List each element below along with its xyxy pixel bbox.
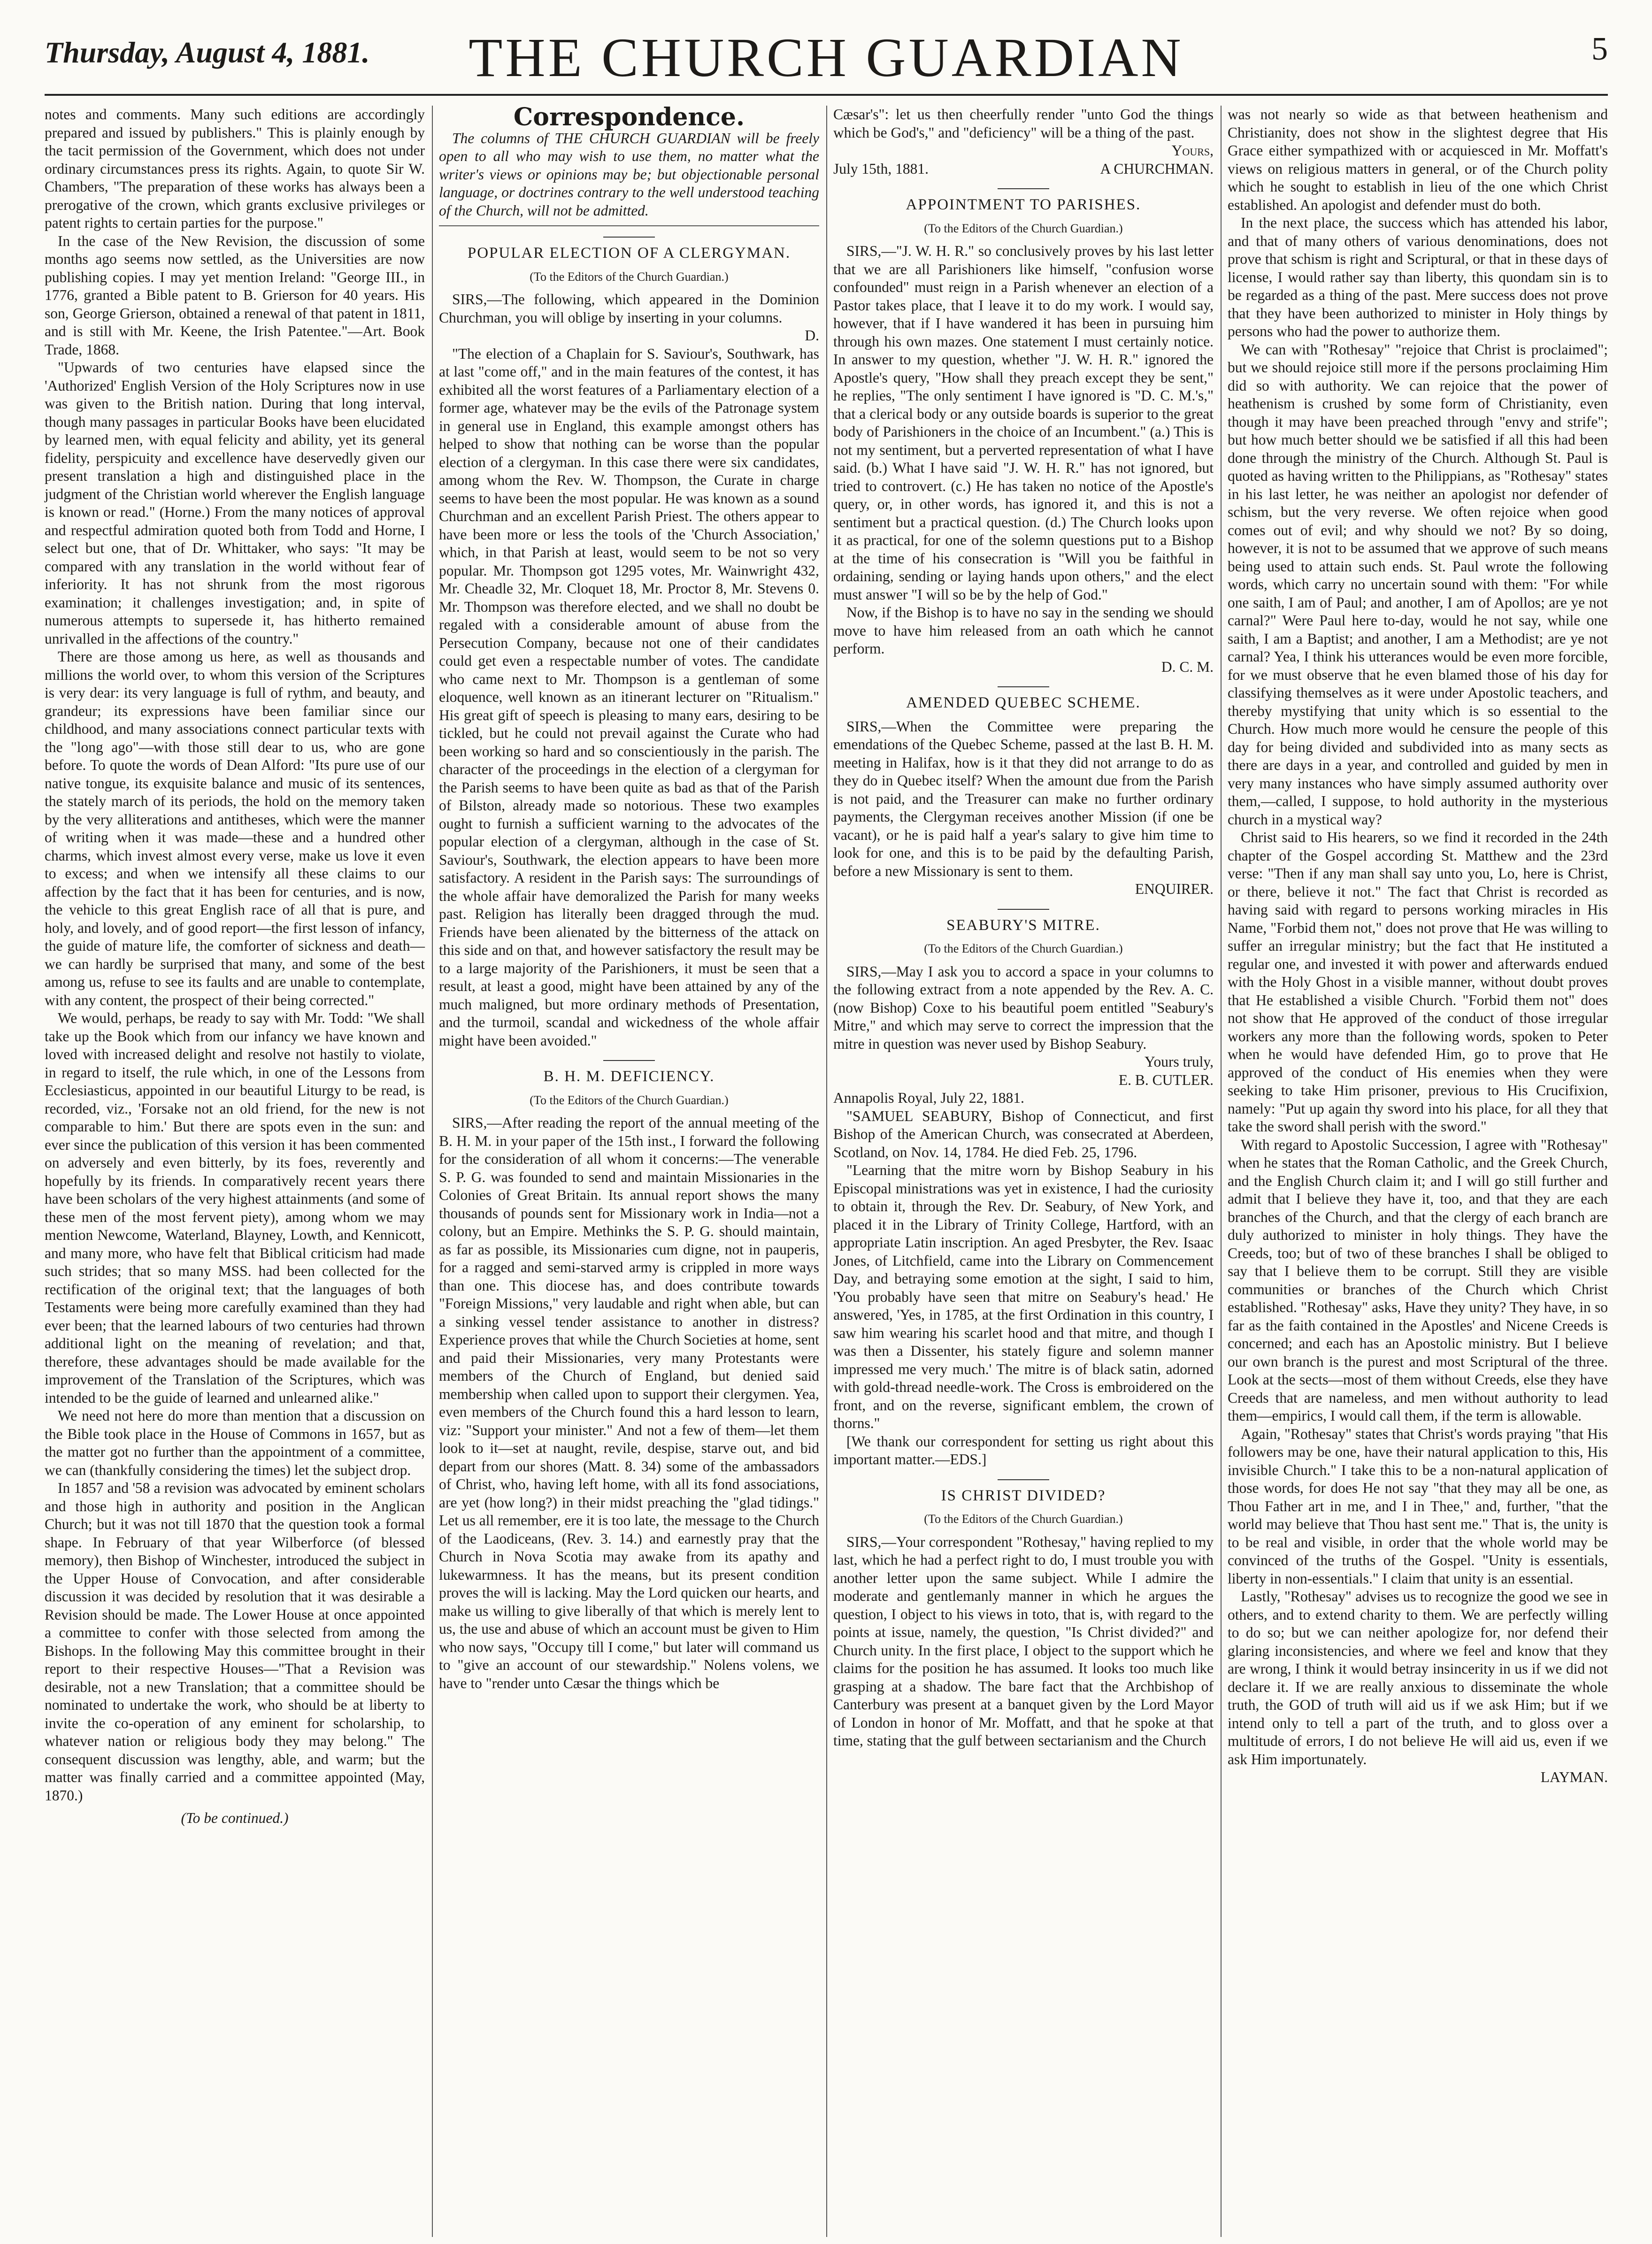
paragraph: "Learning that the mitre worn by Bishop Seabury in his Episcopal ministrations was yet in existence, I had the curiosity to obtain it, through the Rev. Dr. Seabury, of New York, and placed it in the Library of Trinity College, Hartford, with an appropriate Latin inscription. An aged Presbyter, the Rev. Isaac Jones, of Litchfield, came into the Library on Commencement Day, and betraying some emotion at the sight, I said to him, 'You probably have seen that mitre on Seabury's head.' He answered, 'Yes, in 1785, at the first Ordination in this country, I saw him wearing his scarlet hood and that mitre, and though I was then a Dissenter, his stately figure and solemn manner impressed me very much.' The mitre is of black satin, adorned with gold-thread needle-work. The Cross is embroidered on the front, and on the reverse, significant emblem, the crown of thorns." xyxy=(833,1162,1214,1431)
editor-note: (To the Editors of the Church Guardian.) xyxy=(924,221,1123,235)
paragraph: "SAMUEL SEABURY, Bishop of Connecticut, and first Bishop of the American Church, was consecrated at Aberdeen, Scotland, on Nov. 14, 1784. He died Feb. 25, 1796. xyxy=(833,1107,1214,1160)
paragraph: SIRS,—"J. W. H. R." so conclusively proves by his last letter that we are all Parishioners like himself, "confusion worse confounded" must reign in a Parish whenever an election of a Pastor takes place, that I leave it to do my work. I would say, however, that if I have wandered it has been in pursuing him through his own mazes. One statement I must certainly notice. In answer to my question, whether "J. W. H. R." ignored the Apostle's query, "How shall they preach except they be sent," he replies, "The only sentiment I have ignored is "D. C. M.'s," that a clerical body or any outside boards is superior to the great body of Parishioners in the choice of an Incumbent." (a.) This is not my sentiment, but a perverted representation of what I have said. (b.) What I have said "J. W. H. R." has not ignored, but tried to controvert. (c.) He has taken no notice of the Apostle's query, or, in other words, has ignored it, and this is not a sentiment but a practical question. (d.) The Church looks upon it as practical, for one of the solemn questions put to a Bishop at the time of his consecration is "Will you be faithful in ordaining, sending or laying hands upon others," and the elect must answer "I will so be by the help of God." xyxy=(833,243,1214,603)
article-heading: SEABURY'S MITRE. xyxy=(833,909,1214,935)
paragraph: We can with "Rothesay" "rejoice that Christ is proclaimed"; but we should rejoice still more if the persons proclaiming Him did so with authority. We can rejoice that the power of heathenism is crushed by some form of Christianity, even though it may have been preached through "envy and strife"; but how much better should we be satisfied if all this had been done through the ministry of the Church. Although St. Paul is quoted as having written to the Philippians, as "Rothesay" states in his last letter, he was neither an apologist nor defender of schism, but the very reverse. We often rejoice when good comes out of evil; and why should we not? By so doing, however, it is not to be assumed that we approve of such means being used to attain such ends. St. Paul wrote the following words, which carry no uncertain sound with them: "For while one saith, I am of Paul; and another, I am of Apollos; are ye not carnal?" Were Paul here to-day, would he not say, while one saith, I am a Baptist; and another, I am a Methodist; are ye not carnal? Yea, I think his utterances would be even more forcible, for we must observe that he even blamed those of his day for classifying themselves as it were under Apostolic teachers, and thereby mystifying that unity which is so essential to the Church. How much more would he censure the people of this day for being divided and subdivided into as many sects as there are days in a year, and controlled and guided by men in very many instances who have simply assumed authority over them,—called, I suppose, to hold authority in the mysterious church in a mystical way? xyxy=(1228,341,1608,828)
paragraph: We need not here do more than mention that a discussion on the Bible took place in the House of Commons in 1657, but as the matter got no further than the appointment of a committee, we can (thankfully considering the times) let the subject drop. xyxy=(45,1407,425,1478)
column-divider xyxy=(826,106,827,2237)
paragraph: Cæsar's": let us then cheerfully render "unto God the things which be God's," and "deficiency" will be a thing of the past. xyxy=(833,106,1214,141)
column-4 xyxy=(1228,106,1608,1787)
paragraph: SIRS,—May I ask you to accord a space in your columns to the following extract from a note appended by the Rev. A. C. (now Bishop) Coxe to his beautiful poem entitled "Seabury's Mitre," and which may serve to correct the impression that the mitre in question was never used by Bishop Seabury. xyxy=(833,963,1214,1052)
paragraph: With regard to Apostolic Succession, I agree with "Rothesay" when he states that the Roman Catholic, and the Greek Church, and the English Church claim it; and I will go still further and admit that I believe they have it, too, and that they are each branches of the Church, and that the clergy of each branch are duly authorized to minister in holy things. They have the Creeds, too; but of two of these branches I shall be obliged to say that I believe them to be corrupt. Still they are visible communities or branches of the Church which Christ established. "Rothesay" asks, Have they unity? They have, in so far as the faith contained in the Apostles' and Nicene Creeds is concerned; and each has an Apostolic ministry. But I believe our own branch is the purest and most Scriptural of the three. Look at the sects—most of them without Creeds, else they have Creeds that are nameless, and men without authority to lead them—empirics, I would call them, if the term is allowable. xyxy=(1228,1136,1608,1424)
paragraph: SIRS,—Your correspondent "Rothesay," having replied to my last, which he had a perfect right to do, I must trouble you with another letter upon the same subject. While I admire the moderate and gentlemanly manner in which he argues the question, I object to his views in toto, that is, with regard to the points at issue, namely, the question, "Is Christ divided?" and Church unity. In the first place, I object to the support which he claims for the position he has assumed. It looks too much like grasping at a shadow. The bare fact that the Archbishop of Canterbury was present at a banquet given by the Lord Mayor of London in honor of Mr. Moffatt, and that he spoke at that time, stating that the gulf between sectarianism and the Church xyxy=(833,1533,1214,1749)
article-heading: POPULAR ELECTION OF A CLERGYMAN. xyxy=(439,237,819,262)
editor-note: (To the Editors of the Church Guardian.) xyxy=(924,1512,1123,1526)
signature: LAYMAN. xyxy=(1540,1769,1608,1785)
continued-note: (To be continued.) xyxy=(181,1810,289,1826)
column-divider xyxy=(1221,106,1222,2237)
editor-note: (To the Editors of the Church Guardian.) xyxy=(924,942,1123,955)
paragraph: [We thank our correspondent for setting us right about this important matter.—EDS.] xyxy=(833,1433,1214,1468)
article-heading: AMENDED QUEBEC SCHEME. xyxy=(833,686,1214,712)
article-heading: APPOINTMENT TO PARISHES. xyxy=(833,188,1214,214)
paragraph: SIRS,—When the Committee were preparing the emendations of the Quebec Scheme, passed at the last B. H. M. meeting in Halifax, how is it that they did not arrange to do as they do in Quebec itself? When the amount due from the Parish is not paid, and the Treasurer can make no further ordinary payments, the Clergyman receives another Mission (if one be vacant), or he is paid half a year's salary to give him time to look for one, and this is to be paid by the defaulting Parish, before a new Missionary is sent to them. xyxy=(833,718,1214,879)
newspaper-title: THE CHURCH GUARDIAN xyxy=(469,27,1184,88)
paragraph: "The election of a Chaplain for S. Saviour's, Southwark, has at last "come off," and in the main features of the contest, it has exhibited all the worst features of a Parliamentary election of a former age, whatever may be the evils of the Patronage system in general use in England, this example amongst others has helped to show that nothing can be worse than the popular election of a clergyman. In this case there were six candidates, among whom the Rev. W. Thompson, the Curate in charge seems to have been the most popular. He was known as a sound Churchman and an excellent Parish Priest. The others appear to have been more or less the tools of the 'Church Association,' which, in that Parish at least, would seem to be not so very popular. Mr. Thompson got 1295 votes, Mr. Wainwright 432, Mr. Cheadle 32, Mr. Cloquet 18, Mr. Proctor 8, Mr. Stevens 0. Mr. Thompson was therefore elected, and we shall no doubt be regaled with a considerable amount of abuse from the Persecution Company, because not one of their candidates could get even a respectable number of votes. The candidate who came next to Mr. Thompson is a gentleman of some eloquence, well known as an itinerant lecturer on "Ritualism." His great gift of speech is pleasing to many ears, desiring to be tickled, but he could not prevail against the Curate who had been working so hard and so conscientiously in the parish. The character of the proceedings in the election of a clergyman for the Parish seems to have been quite as bad as that of the Parish of Bilston, already made so notorious. These two examples ought to furnish a sufficient warning to the advocates of the popular election of a clergyman, although in the case of St. Saviour's, Southwark, the election appears to have been more satisfactory. A resident in the Parish says: The surroundings of the whole affair have demoralized the Parish for many weeks past. Religion has literally been dragged through the mud. Friends have been alienated by the bitterness of the attack on this side and on that, and however satisfactory the result may be to a large majority of the Parishioners, it must be seen that a result, at least a good, might have been attained by any of the much maligned, but more ordinary methods of Presentation, and the turmoil, scandal and wickedness of the whole affair might have been avoided." xyxy=(439,345,819,1049)
letter-date: July 15th, 1881. xyxy=(833,160,929,177)
paragraph: "Upwards of two centuries have elapsed since the 'Authorized' English Version of the Holy Scriptures now in use was given to the British nation. During that long interval, though many passages in particular Books have been elucidated by learned men, with equal felicity and ability, yet its general fidelity, perspicuity and excellence have deservedly given our present translation a high and distinguished place in the judgment of the Christian world wherever the English language is known or read." (Horne.) From the many notices of approval and respectful admiration quoted both from Todd and Horne, I select but one, that of Dr. Whittaker, who says: "It may be compared with any translation in the world without fear of inferiority. It has not shrunk from the most rigorous examination; it challenges investigation; and, in spite of numerous attempts to supersede it, has hitherto remained unrivalled in the affections of the country." xyxy=(45,359,425,647)
article-heading: B. H. M. DEFICIENCY. xyxy=(439,1060,819,1086)
signature: Yours truly, xyxy=(1144,1053,1214,1070)
signature-line xyxy=(833,160,1214,178)
paragraph: SIRS,—The following, which appeared in the Dominion Churchman, you will oblige by inserting in your columns. xyxy=(439,291,819,326)
paragraph: SIRS,—After reading the report of the annual meeting of the B. H. M. in your paper of the 15th inst., I forward the following for the consideration of all whom it concerns:—The venerable S. P. G. was founded to send and maintain Missionaries in the Colonies of Great Britain. Its annual report shows the many thousands of pounds sent for Missionary work in India—not a colony, but an Empire. Methinks the S. P. G. should maintain, as far as possible, its Missionaries cum digne, not in pauperis, for a ragged and semi-starved army is crippled in more ways than one. This diocese has, and does contribute towards "Foreign Missions," very laudable and right when able, but can a sinking vessel tender assistance to another in distress? Experience proves that while the Church Societies at home, sent and paid their Missionaries, very many Protestants were members of the Church of England, but denied said membership when called upon to support their clergymen. Yea, even members of the Church found this a hard lesson to learn, viz: "Support your minister." And not a few of them—let them look to it—set at naught, revile, despise, starve out, and bid depart from our shores (Matt. 8. 34) some of the ambassadors of Christ, who, having left home, with all its fond associations, are yet (how long?) in their midst preaching the "glad tidings." Let us all remember, ere it is too late, the message to the Church of the Laodiceans, (Rev. 3. 14.) and earnestly pray that the Church in Nova Scotia may awake from its apathy and lukewarmness. It has the means, but its present condition proves the will is lacking. May the Lord quicken our hearts, and make us willing to give liberally of that which is merely lent to us, the use and abuse of which an account must be given to Him who now says, "Occupy till I come," but later will command us to "give an account of our stewardship." Nolens volens, we have to "render unto Cæsar the things which be xyxy=(439,1114,820,1691)
editorial-notice: The columns of THE CHURCH GUARDIAN will be freely open to all who may wish to use them, no matter what the writer's views or opinions may be; but objectionable personal language, or doctrines contrary to the well understood teaching of the Church, will not be admitted. xyxy=(439,130,819,227)
column-1 xyxy=(45,106,425,1828)
paragraph: Now, if the Bishop is to have no say in the sending we should move to have him released from an oath which he cannot perform. xyxy=(833,604,1214,657)
letter-date: Annapolis Royal, July 22, 1881. xyxy=(833,1090,1024,1106)
paragraph: In the case of the New Revision, the discussion of some months ago seems now settled, as the Universities are now publishing copies. I may yet mention Ireland: "George III., in 1776, granted a Bible patent to B. Grierson for 40 years. His son, George Grierson, obtained a renewal of that patent in 1811, and is still with Mr. Keene, the Irish Patentee."—Art. Book Trade, 1868. xyxy=(45,232,425,358)
paragraph: There are those among us here, as well as thousands and millions the world over, to whom this version of the Scriptures is very dear: its very language is full of rythm, and beauty, and grandeur; its expressions have been familiar since our childhood, and many associations connect particular texts with the "long ago"—with those still dear to us, who are gone before. To quote the words of Dean Alford: "Its pure use of our native tongue, its exquisite balance and music of its sentences, the stately march of its periods, the hold on the memory taken by the very alliterations and antitheses, which were the manner of writing when it was made—these and a hundred other charms, which invest almost every verse, make us love it even to excess; and when we intensify all these claims to our affection by the fact that it has been for centuries, and is now, the vehicle to this great English race of all that is pure, and holy, and lovely, and of good report—the first lesson of infancy, the guide of mature life, the comforter of sickness and death—we can hardly be surprised that many, and some of the best among us, refuse to see its faults and are unable to contemplate, with any content, the prospect of their being corrected." xyxy=(45,648,425,1008)
paragraph: In the next place, the success which has attended his labor, and that of many others of various denominations, does not prove that schism is right and Scriptural, or that in these days of license, I would rather say than liberty, this quondam sin is to be regarded as a thing of the past. Mere success does not prove that they have been authorized to minister in Holy things by persons who had the power to authorize them. xyxy=(1228,215,1608,339)
signature: D. xyxy=(805,327,819,344)
signature: ENQUIRER. xyxy=(1135,881,1214,897)
column-3 xyxy=(833,106,1214,1750)
editor-note: (To the Editors of the Church Guardian.) xyxy=(530,1093,729,1107)
signature: Yours, xyxy=(1171,142,1214,159)
signature: E. B. CUTLER. xyxy=(1118,1071,1214,1088)
paragraph: Again, "Rothesay" states that Christ's words praying "that His followers may be one, have their natural application to this, His invisible Church." I take this to be a non-natural application of those words, for does He not say "that they may all be one, as Thou Father art in me, and I in Thee," and, further, "that the world may believe that Thou hast sent me." That is, the unity is to be real and visible, in order that the whole world may be convinced of the truths of the Gospel. "Unity is essentials, liberty in non-essentials." I claim that unity is an essential. xyxy=(1228,1425,1608,1587)
paragraph: Lastly, "Rothesay" advises us to recognize the good we see in others, and to extend charity to them. We are perfectly willing to do so; but we can neither apologize for, nor defend their glaring inconsistencies, and where we feel and know that they are wrong, I think it would betray insincerity in us if we did not declare it. If we are really anxious to disseminate the whole truth, the GOD of truth will aid us if we ask Him; but if we intend only to tell a part of the truth, and to gloss over a multitude of errors, I do not believe He will aid us, even if we ask Him importunately. xyxy=(1228,1588,1608,1768)
issue-date: Thursday, August 4, 1881. xyxy=(45,36,370,69)
masthead xyxy=(45,9,1608,99)
editor-note: (To the Editors of the Church Guardian.) xyxy=(530,269,729,284)
paragraph: We would, perhaps, be ready to say with Mr. Todd: "We shall take up the Book which from our infancy we have known and loved with increased delight and resolve not hastily to violate, in regard to itself, the rule which, in one of the Lessons from Ecclesiasticus, appointed in our beautiful Liturgy to be read, is recorded, viz., 'Forsake not an old friend, for the new is not comparable to him.' But there are spots even in the sun: and ever since the publication of this version it has been commented on adversely and even bitterly, by its foes, reverently and hopefully by its friends. In comparatively recent years there have been scholars of the very highest attainments (and some of these men of the most fervent piety), among whom we may mention Newcome, Waterland, Blayney, Lowth, and Kennicott, and many more, who have felt that Biblical criticism had made such strides; that so many MSS. had been collected for the rectification of the original text; that the languages of both Testaments were being more carefully examined than they had ever been; that the learned labours of two centuries had thrown additional light on the meaning of revelation; and that, therefore, these advantages should be made available for the improvement of the Translation of the Scriptures, which was intended to be the guide of learned and unlearned alike." xyxy=(45,1010,425,1406)
column-divider xyxy=(432,106,433,2237)
page-number: 5 xyxy=(1591,31,1608,67)
paragraph: Christ said to His hearers, so we find it recorded in the 24th chapter of the Gospel according St. Matthew and the 23rd verse: "Then if any man shall say unto you, Lo, here is Christ, or there, believe it not." The fact that Christ is recorded as having said with regard to persons working miracles in His Name, "Forbid them not," does not prove that He was willing to suffer an irregular ministry; but the fact that He instituted a regular one, and invested it with power and afterwards endued with the Holy Ghost in a visible manner, without doubt proves that He established a visible Church. "Forbid them not" does not show that He approved of the conduct of those irregular workers any more than the following words, spoken to Peter when he would have defended Him, go to prove that He approved of the conduct of His enemies when they were seeking to take Him prisoner, previous to His Crucifixion, namely: "Put up again thy sword into his place, for all they that take the sword shall perish with the sword." xyxy=(1228,829,1608,1135)
paragraph: was not nearly so wide as that between heathenism and Christianity, does not show in the slightest degree that His Grace either sympathized with or acquiesced in Mr. Moffatt's views on religious matters in general, or of the Church polity which he sought to establish in lieu of the one which Christ established. An apologist and defender must do both. xyxy=(1228,106,1608,213)
signature: D. C. M. xyxy=(1161,658,1214,675)
paragraph: notes and comments. Many such editions are accordingly prepared and issued by publishers." This is plainly enough by the tacit permission of the Government, which does not under ordinary circumstances press its rights. Again, to quote Sir W. Chambers, "The preparation of these works has always been a prerogative of the crown, which grants exclusive privileges or patent rights to certain parties for the purpose." xyxy=(45,106,425,231)
column-2 xyxy=(439,103,820,1692)
paragraph: In 1857 and '58 a revision was advocated by eminent scholars and those high in authority and position in the Anglican Church; but it was not till 1870 that the question took a formal shape. In February of that year Wilberforce (of blessed memory), then Bishop of Winchester, introduced the subject in the Upper House of Convocation, and after considerable discussion it was decided by resolution that it was desirable a Revision should be made. The Lower House at once appointed a committee to confer with those selected from among the Bishops. In the following May this committee brought in their report to their respective Houses—"That a Revision was desirable, not a new Translation; that a committee should be nominated to undertake the work, who should be at liberty to invite the co-operation of any eminent for scholarship, to whatever nation or religious body they may belong." The consequent discussion was lengthy, able, and warm; but the matter was finally carried and a committee appointed (May, 1870.) xyxy=(45,1480,425,1804)
article-heading: IS CHRIST DIVIDED? xyxy=(833,1479,1214,1505)
signature: A CHURCHMAN. xyxy=(1100,160,1214,177)
masthead-rule xyxy=(45,94,1608,96)
section-title: Correspondence. xyxy=(513,103,745,131)
